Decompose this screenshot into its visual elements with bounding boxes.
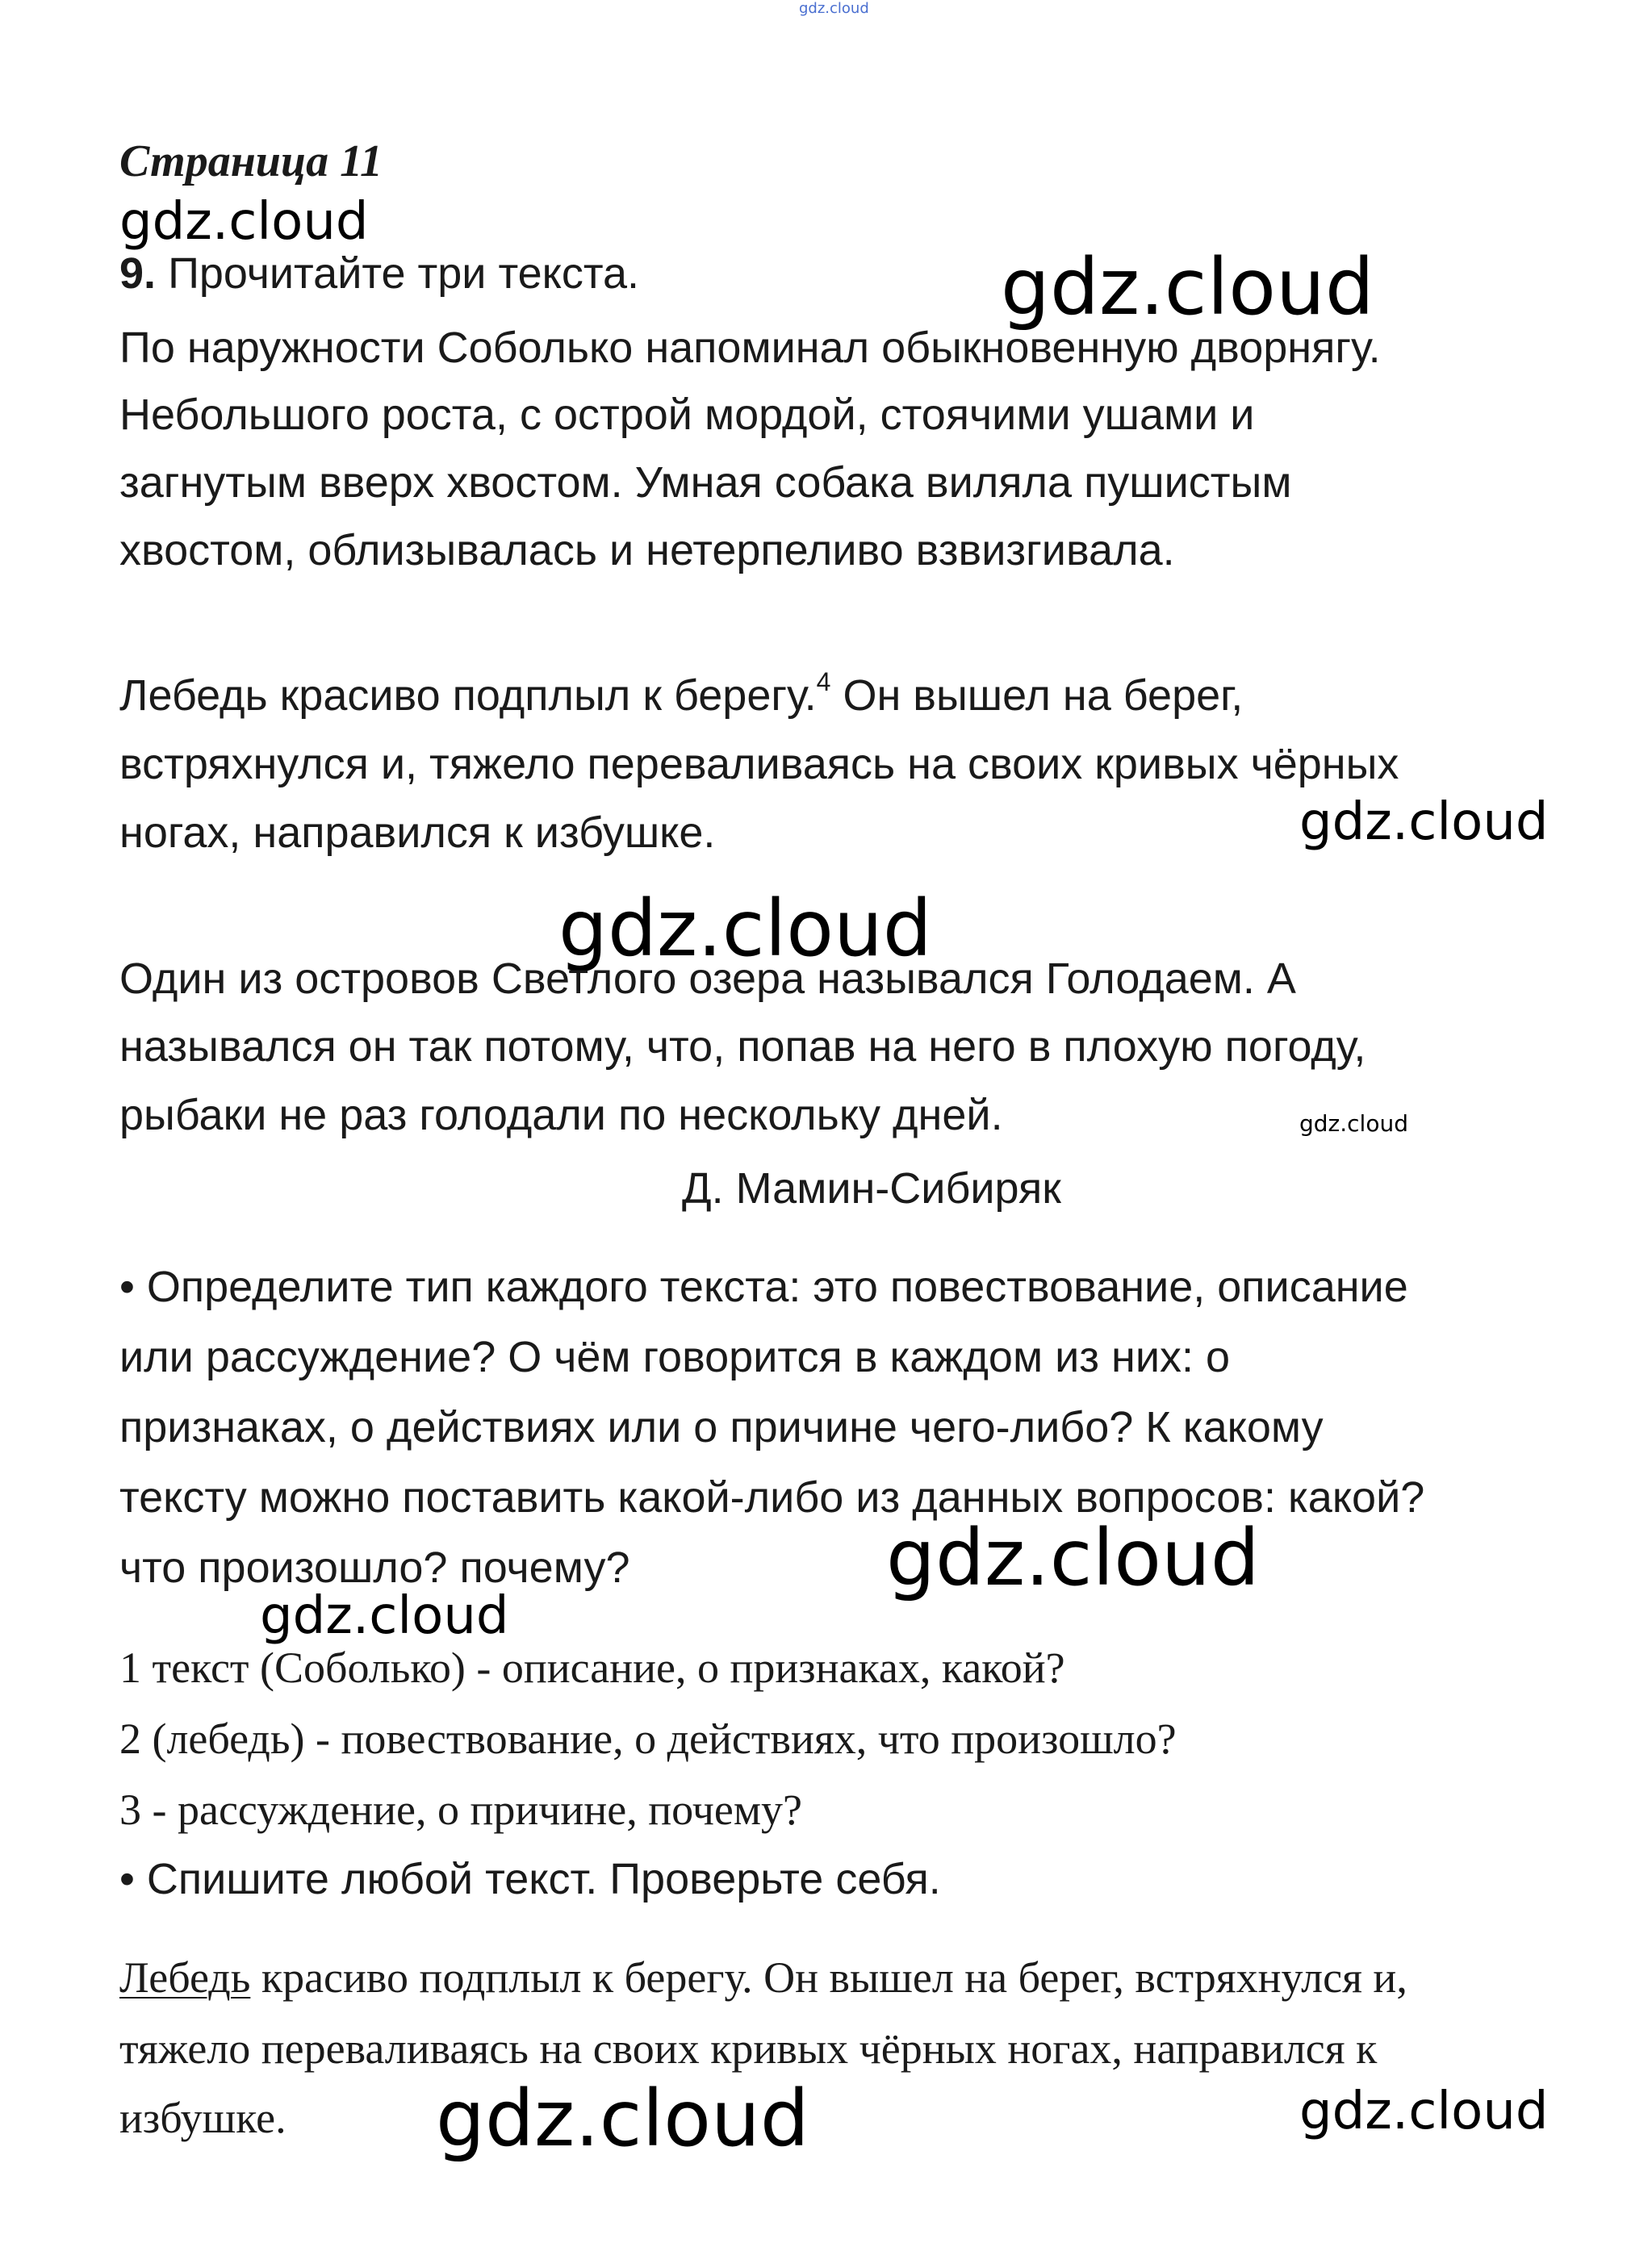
copied-text-rest: красиво подплыл к берегу. Он вышел на берег, встряхнулся и, (250, 1953, 1407, 2002)
page-title: Страница 11 (119, 136, 383, 186)
watermark: gdz.cloud (558, 883, 932, 974)
copied-text-line: избушке. (119, 2094, 286, 2142)
text1-line: По наружности Соболько напоминал обыкновенную дворнягу. (119, 324, 1381, 372)
text2-line: ногах, направился к избушке. (119, 808, 716, 857)
question-line: тексту можно поставить какой-либо из данных вопросов: какой? (119, 1473, 1425, 1522)
question-line: что произошло? почему? (119, 1543, 630, 1592)
watermark: gdz.cloud (260, 1586, 509, 1646)
watermark: gdz.cloud (119, 192, 369, 252)
text2-line: встряхнулся и, тяжело переваливаясь на своих кривых чёрных (119, 740, 1399, 788)
task2-instruction: • Спишите любой текст. Проверьте себя. (119, 1855, 941, 1903)
author: Д. Мамин-Сибиряк (682, 1164, 1061, 1213)
text2-sentence: Он вышел на берег, (830, 671, 1244, 720)
text2-sentence: Лебедь красиво подплыл к берегу. (119, 671, 817, 720)
question-line: • Определите тип каждого текста: это повествование, описание (119, 1263, 1408, 1311)
subject-word: Лебедь (119, 1953, 251, 2002)
task-number: 9. (119, 249, 157, 298)
answer-line: 1 текст (Соболько) - описание, о признаках, какой? (119, 1644, 1065, 1692)
watermark: gdz.cloud (886, 1513, 1260, 1603)
text1-line: загнутым вверх хвостом. Умная собака виляла пушистым (119, 458, 1292, 507)
text3-line: рыбаки не раз голодали по нескольку дней. (119, 1091, 1003, 1139)
text1-line: Небольшого роста, с острой мордой, стоячими ушами и (119, 391, 1255, 439)
answer-line: 2 (лебедь) - повествование, о действиях, что произошло? (119, 1715, 1177, 1763)
text3-line: Один из островов Светлого озера назывался Голодаем. А (119, 954, 1296, 1003)
watermark: gdz.cloud (1299, 2082, 1549, 2141)
text3-line: назывался он так потому, что, попав на него в плохую погоду, (119, 1022, 1366, 1071)
question-line: признаках, о действиях или о причине чего-либо? К какому (119, 1403, 1324, 1451)
task-instruction: Прочитайте три текста. (168, 249, 640, 298)
watermark: gdz.cloud (1001, 242, 1374, 332)
copied-text-line (119, 1953, 1407, 2002)
watermark: gdz.cloud (799, 0, 869, 17)
task-heading (119, 249, 640, 298)
watermark: gdz.cloud (1299, 1110, 1408, 1137)
text1-line: хвостом, облизывалась и нетерпеливо взвизгивала. (119, 526, 1175, 574)
copied-text-line: тяжело переваливаясь на своих кривых чёрных ногах, направился к (119, 2024, 1378, 2073)
watermark: gdz.cloud (1299, 792, 1549, 852)
watermark: gdz.cloud (436, 2074, 809, 2164)
answer-line: 3 - рассуждение, о причине, почему? (119, 1786, 802, 1834)
question-line: или рассуждение? О чём говорится в каждом из них: о (119, 1333, 1231, 1381)
footnote-marker: 4 (816, 667, 831, 696)
text2-line (119, 667, 1244, 720)
